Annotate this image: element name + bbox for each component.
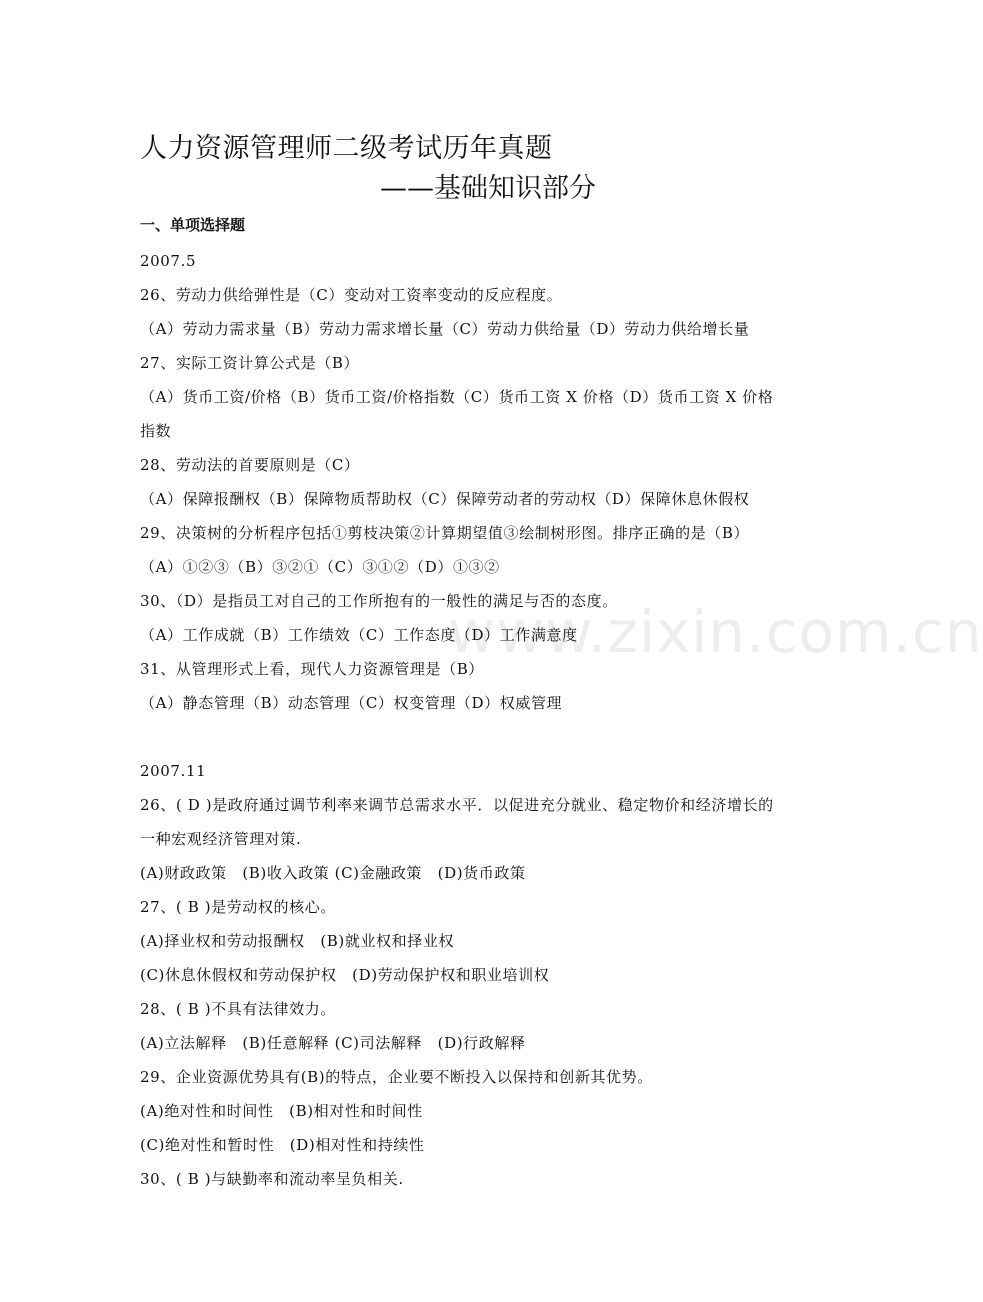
text-line: (C)绝对性和暂时性 (D)相对性和持续性 — [140, 1136, 425, 1154]
watermark: www.zixin.com.cn — [448, 598, 983, 666]
text-line: 30、( B )与缺勤率和流动率呈负相关. — [140, 1170, 404, 1188]
text-line: (A)立法解释 (B)任意解释 (C)司法解释 (D)行政解释 — [140, 1034, 526, 1052]
text-line: 29、企业资源优势具有(B)的特点，企业要不断投入以保持和创新其优势。 — [140, 1068, 653, 1086]
text-line: （A）静态管理（B）动态管理（C）权变管理（D）权威管理 — [140, 694, 563, 712]
document-subtitle: ——基础知识部分 — [380, 173, 596, 204]
text-line: (A)择业权和劳动报酬权 (B)就业权和择业权 — [140, 932, 455, 950]
text-line: 指数 — [140, 422, 172, 440]
section-heading: 一、单项选择题 — [140, 216, 246, 234]
text-line: （A）货币工资/价格（B）货币工资/价格指数（C）货币工资 X 价格（D）货币工资 X 价格 — [140, 388, 774, 406]
text-line: 2007.11 — [140, 762, 207, 780]
text-line: (C)休息休假权和劳动保护权 (D)劳动保护权和职业培训权 — [140, 966, 550, 984]
text-line: （A）工作成就（B）工作绩效（C）工作态度（D）工作满意度 — [140, 626, 578, 644]
text-line: （A）保障报酬权（B）保障物质帮助权（C）保障劳动者的劳动权（D）保障休息休假权 — [140, 490, 750, 508]
document-title: 人力资源管理师二级考试历年真题 — [140, 133, 553, 164]
text-line: 28、( B )不具有法律效力。 — [140, 1000, 336, 1018]
text-line: 31、从管理形式上看，现代人力资源管理是（B） — [140, 660, 484, 678]
text-line: 30、（D）是指员工对自己的工作所抱有的一般性的满足与否的态度。 — [140, 592, 618, 610]
text-line: 27、实际工资计算公式是（B） — [140, 354, 360, 372]
text-line: 29、决策树的分析程序包括①剪枝决策②计算期望值③绘制树形图。排序正确的是（B） — [140, 524, 750, 542]
text-line: 26、( D )是政府通过调节利率来调节总需求水平．以促进充分就业、稳定物价和经济增长的 — [140, 796, 774, 814]
text-line: 一种宏观经济管理对策. — [140, 830, 302, 848]
text-line: 28、劳动法的首要原则是（C） — [140, 456, 360, 474]
text-line: (A)绝对性和时间性 (B)相对性和时间性 — [140, 1102, 423, 1120]
text-line: 26、劳动力供给弹性是（C）变动对工资率变动的反应程度。 — [140, 286, 563, 304]
text-line: （A）①②③（B）③②①（C）③①②（D）①③② — [140, 558, 500, 576]
text-line: (A)财政政策 (B)收入政策 (C)金融政策 (D)货币政策 — [140, 864, 526, 882]
text-line: 2007.5 — [140, 252, 197, 270]
text-line: 27、( B )是劳动权的核心。 — [140, 898, 336, 916]
text-line — [140, 720, 790, 754]
question-list — [140, 244, 790, 1196]
text-line: （A）劳动力需求量（B）劳动力需求增长量（C）劳动力供给量（D）劳动力供给增长量 — [140, 320, 750, 338]
